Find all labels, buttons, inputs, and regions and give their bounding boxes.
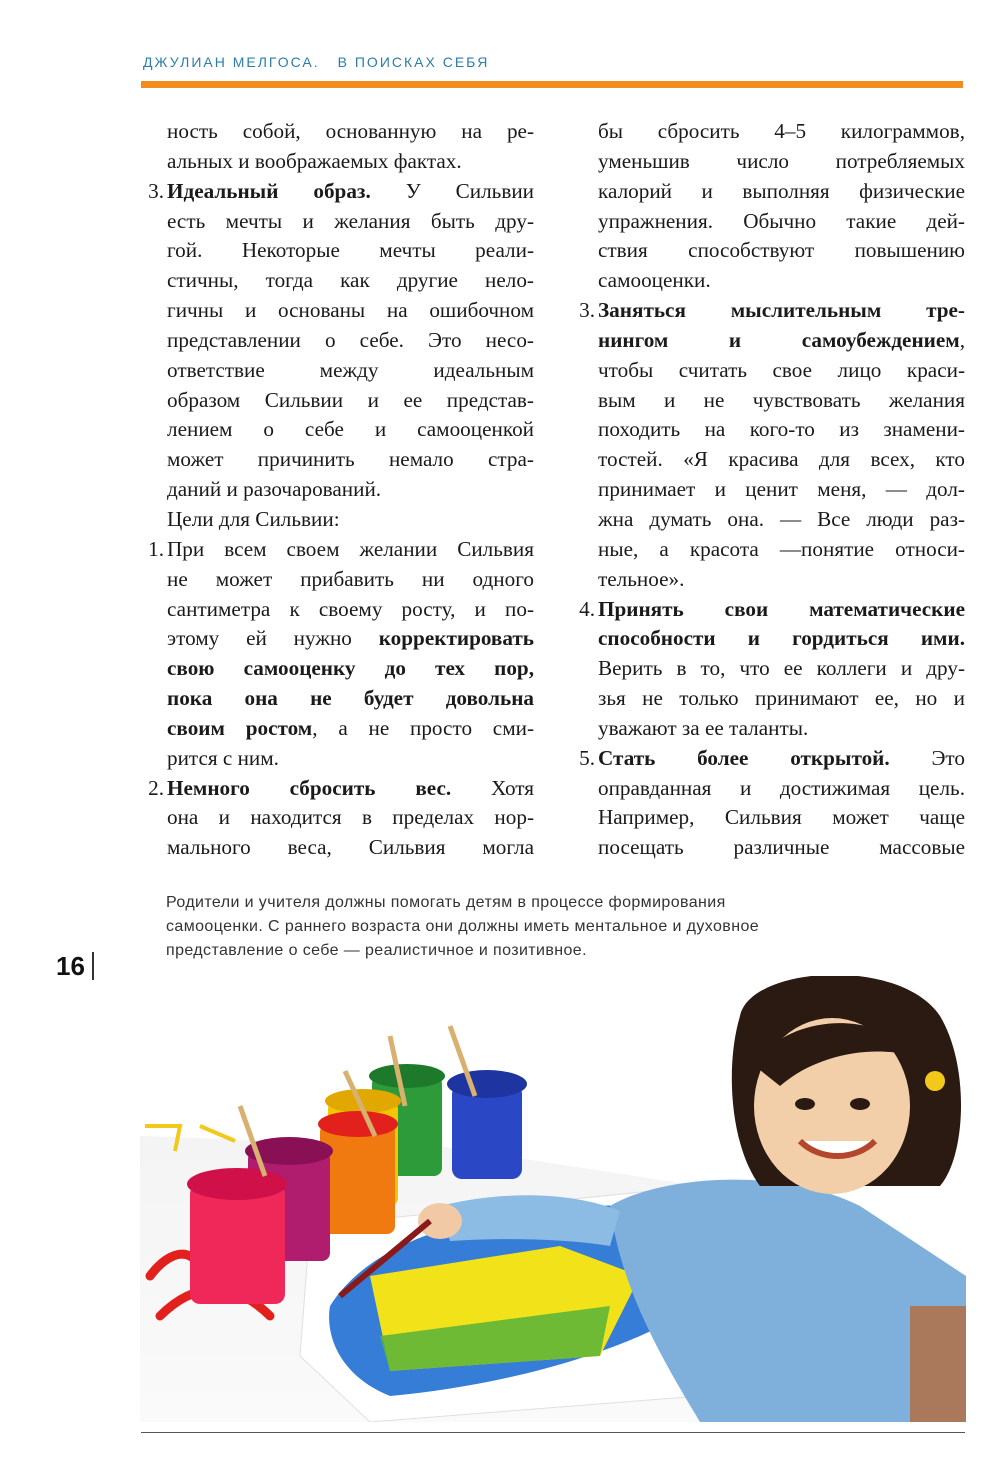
text-line: она и находится в пределах нор- (167, 805, 534, 830)
list-number: 4. (579, 596, 595, 621)
caption-line: самооценки. С раннего возраста они должны иметь ментальное и духовное (166, 918, 760, 935)
text-run: , а не просто сми- (312, 715, 535, 740)
text-line: Цели для Сильвии: (167, 506, 340, 531)
text-run: этому ей нужно (167, 626, 352, 651)
text-run: У Сильвии (405, 178, 535, 203)
list-item-ideal-image (136, 177, 534, 505)
list-number: 5. (579, 745, 595, 770)
text-line: уменьшив число потребляемых (598, 148, 965, 173)
page-number-divider (92, 952, 94, 980)
text-line: ность собой, основанную на ре- (167, 119, 534, 143)
bold-run: Заняться мыслительным тре- (598, 298, 965, 323)
item-title: Стать более открытой. (598, 745, 890, 770)
text-line: самооценки. (598, 268, 711, 293)
list-item-goal-3 (567, 296, 965, 594)
text-line: тельное». (598, 566, 685, 591)
text-line: рится с ним. (167, 745, 279, 770)
item-title: Немного сбросить вес. (167, 775, 452, 800)
text-line: даний и разочарований. (167, 477, 382, 502)
item-title: Идеальный образ. (167, 178, 371, 203)
text-line: калорий и выполняя физические (598, 178, 965, 203)
right-continued-paragraph (567, 117, 965, 296)
bold-run: пока она не будет довольна (167, 686, 534, 711)
header-author: ДЖУЛИАН МЕЛГОСА. (143, 54, 320, 70)
bold-run: свою самооценку до тех пор, (167, 656, 534, 681)
list-item-goal-2 (136, 774, 534, 864)
text-line: уважают за ее таланты. (598, 715, 809, 740)
text-line: мального веса, Сильвия могла (167, 835, 534, 860)
list-number: 3. (579, 298, 595, 323)
text-line: Верить в то, что ее коллеги и дру- (598, 656, 965, 681)
bold-run: Принять свои математические (598, 596, 965, 621)
photo-child-painting (140, 976, 966, 1422)
text-line: стичны, тогда как другие нело- (167, 268, 534, 293)
text-line: сантиметра к своему росту, и по- (167, 596, 534, 621)
text-line: бы сбросить 4–5 килограммов, (598, 119, 965, 143)
header-book-title: В ПОИСКАХ СЕБЯ (337, 54, 490, 70)
bold-run: своим ростом (167, 715, 313, 740)
header-rule (141, 81, 963, 88)
text-line: гичны и основаны на ошибочном (167, 298, 534, 323)
text-line: образом Сильвии и ее представ- (167, 387, 534, 412)
text-line: походить на кого-то из знамени- (598, 417, 965, 442)
text-line: тостей. «Я красива для всех, кто (598, 447, 965, 472)
text-line: чтобы считать свое лицо краси- (598, 357, 965, 382)
list-number: 2. (148, 775, 164, 800)
text-line: Например, Сильвия может чаще (598, 805, 965, 830)
bold-run: корректировать (378, 626, 535, 651)
bold-run: способности и гордиться ими. (598, 626, 965, 651)
goals-heading (136, 505, 534, 535)
text-line: При всем своем желании Сильвия (167, 536, 534, 561)
photo-illustration (140, 976, 966, 1422)
footer-rule (141, 1432, 965, 1433)
caption-line: Родители и учителя должны помогать детям в процессе формирования (166, 894, 726, 911)
text-line: есть мечты и желания быть дру- (167, 208, 534, 233)
list-item-goal-5 (567, 744, 965, 863)
text-run: Хотя (491, 775, 535, 800)
list-item-goal-4 (567, 595, 965, 744)
text-line: представлении о себе. Это несо- (167, 327, 534, 352)
text-run: Это (931, 745, 965, 770)
photo-caption (166, 891, 926, 963)
text-line: может причинить немало стра- (167, 447, 534, 472)
text-line: ные, а красота —понятие относи- (598, 536, 965, 561)
list-item-goal-1 (136, 535, 534, 774)
left-column (136, 117, 534, 863)
text-line: жна думать она. — Все люди раз- (598, 506, 965, 531)
right-column (567, 117, 965, 863)
text-line: ствия способствуют повышению (598, 238, 965, 263)
text-line: ответствие между идеальным (167, 357, 534, 382)
text-line: гой. Некоторые мечты реали- (167, 238, 534, 263)
text-line: вым и не чувствовать желания (598, 387, 965, 412)
list-number: 3. (148, 178, 164, 203)
text-line: альных и воображаемых фактах. (167, 148, 462, 173)
page-number: 16 (56, 951, 85, 981)
text-line: зья не только принимают ее, но и (598, 686, 965, 711)
paint-jar-blue (447, 1070, 527, 1179)
bold-run: нингом и самоубеждением (598, 327, 960, 352)
left-intro-paragraph (136, 117, 534, 177)
text-line: посещать различные массовые (598, 835, 965, 860)
text-line: упражнения. Обычно такие дей- (598, 208, 965, 233)
running-header (143, 54, 489, 70)
text-line: лением о себе и самооценкой (167, 417, 534, 442)
list-number: 1. (148, 536, 164, 561)
text-run: , (959, 327, 965, 352)
text-line: принимает и ценит меня, — дол- (598, 477, 965, 502)
text-line: оправданная и достижимая цель. (598, 775, 965, 800)
caption-line: представление о себе — реалистичное и позитивное. (166, 942, 587, 959)
paint-jar-pink (187, 1168, 287, 1304)
text-line: не может прибавить ни одного (167, 566, 534, 591)
